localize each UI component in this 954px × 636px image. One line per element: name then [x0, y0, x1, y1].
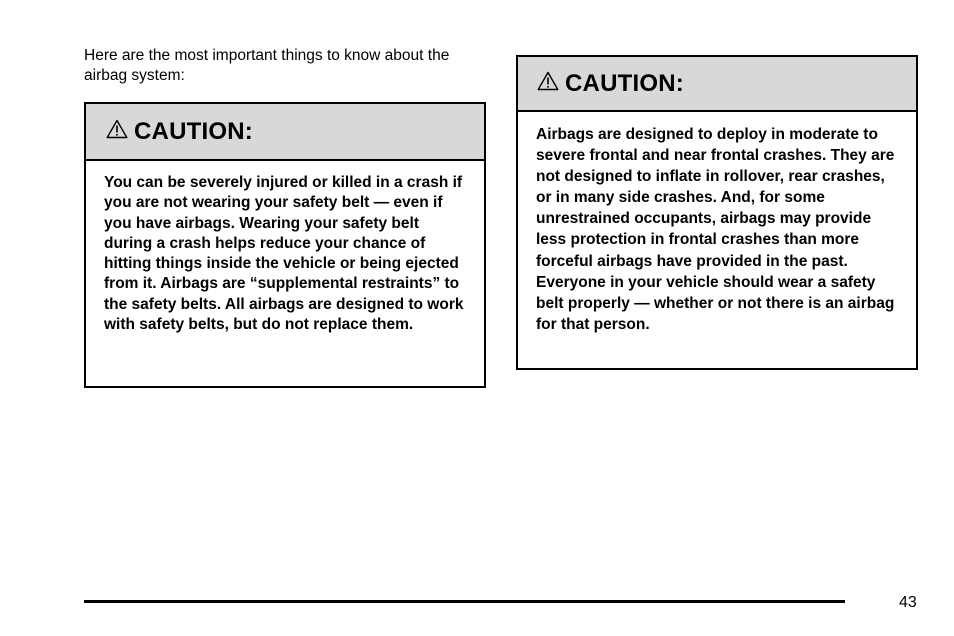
caution-header: [86, 104, 484, 161]
caution-body: You can be severely injured or killed in a crash if you are not wearing your safety belt — even if you have airbags. Wearing your safety belt during a crash helps reduce your chance of hitting things inside the vehicle or being ejected from it. Airbags are “supplemental restraints” to the safety belts. All airbags are designed to work with safety belts, but do not replace them.: [104, 174, 464, 334]
caution-title: CAUTION:: [134, 117, 253, 145]
caution-body: Airbags are designed to deploy in moderate to severe frontal and near frontal crashes. They are not designed to inflate in rollover, rear crashes, or in many side crashes. And, for some unrestrained occupants, airbags may provide less protection in frontal crashes than more forceful airbags have provided in the past. Everyone in your vehicle should wear a safety belt properly — whether or not there is an airbag for that person.: [536, 126, 895, 333]
footer-divider: [84, 600, 845, 603]
page-number: 43: [899, 594, 917, 611]
caution-box-left: [84, 102, 486, 388]
caution-header: [518, 57, 916, 112]
warning-triangle-icon: [106, 119, 128, 144]
caution-title: CAUTION:: [565, 69, 684, 97]
warning-triangle-icon: [537, 71, 559, 96]
intro-paragraph: Here are the most important things to know about the airbag system:: [84, 47, 450, 84]
caution-box-right: [516, 55, 918, 370]
